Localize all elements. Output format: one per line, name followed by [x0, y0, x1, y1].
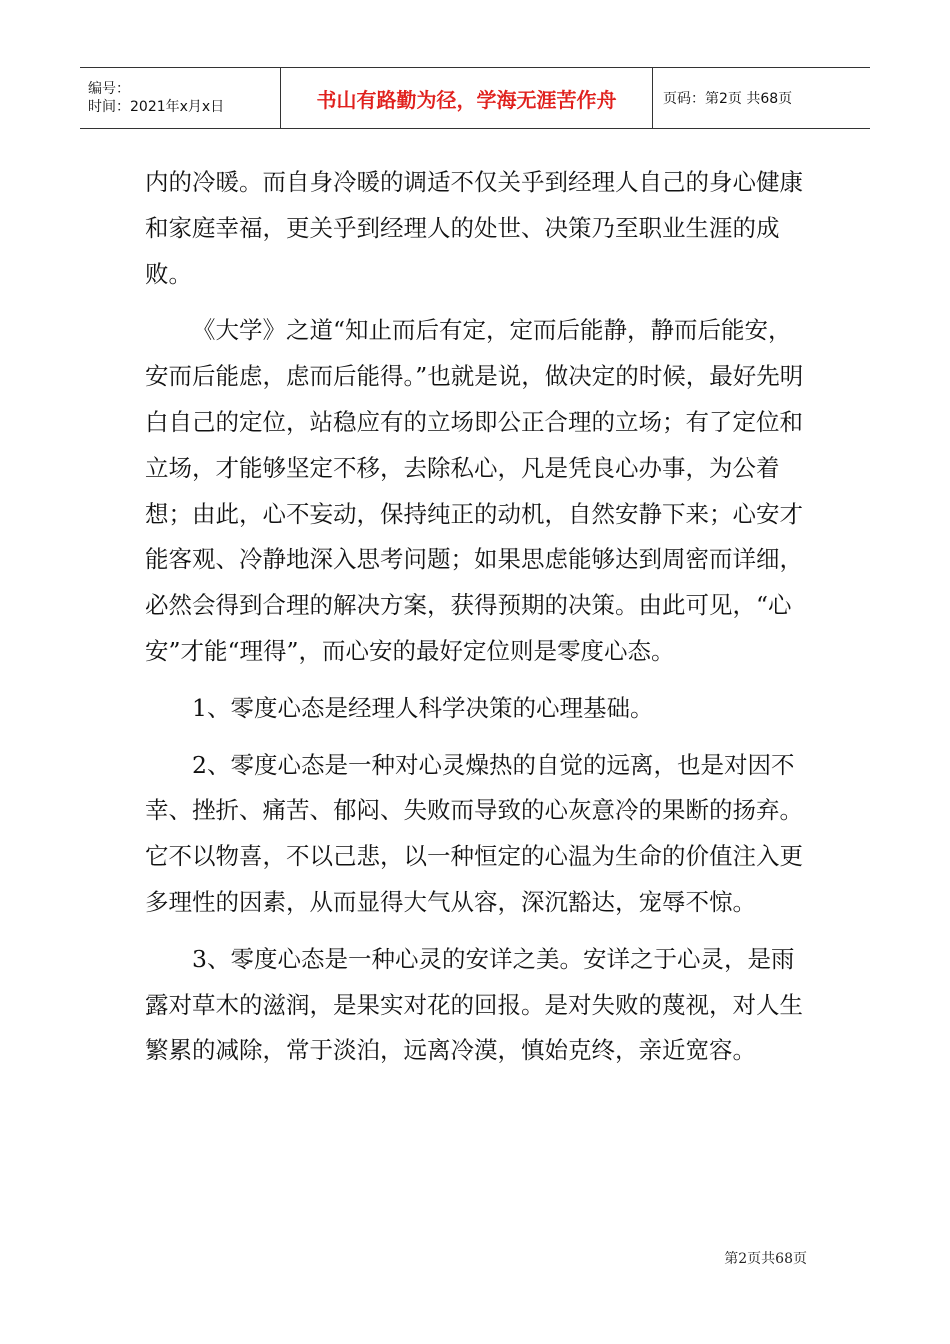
paragraph: 1、零度心态是经理人科学决策的心理基础。 — [192, 693, 654, 722]
header-motto: 书山有路勤为径，学海无涯苦作舟 — [281, 68, 653, 128]
page-header — [80, 67, 870, 129]
header-meta — [80, 68, 281, 128]
paragraph: 3、零度心态是一种心灵的安详之美。安详之于心灵，是雨露对草木的滋润，是果实对花的回报。是对失败的蔑视，对人生繁累的减除，常于淡泊，远离冷漠，慎始克终，亲近宽容。 — [145, 944, 803, 1065]
document-body — [145, 160, 810, 1074]
doc-time-label: 时间：2021年x月x日 — [88, 99, 225, 115]
page-footer: 第2页共68页 — [724, 1251, 807, 1267]
paragraph: 《大学》之道“知止而后有定，定而后能静，静而后能安，安而后能虑，虑而后能得。”也就是说，做决定的时候，最好先明白自己的定位，站稳应有的立场即公正合理的立场；有了定位和立场，才能够坚定不移，去除私心，凡是凭良心办事，为公着想；由此，心不妄动，保持纯正的动机，自然安静下来；心安才能客观、冷静地深入思考问题；如果思虑能够达到周密而详细，必然会得到合理的解决方案，获得预期的决策。由此可见，“心安”才能“理得”，而心安的最好定位则是零度心态。 — [145, 316, 804, 665]
doc-number-label: 编号： — [88, 81, 130, 97]
paragraph: 内的冷暖。而自身冷暖的调适不仅关乎到经理人自己的身心健康和家庭幸福，更关乎到经理人的处世、决策乃至职业生涯的成败。 — [145, 168, 803, 288]
paragraph: 2、零度心态是一种对心灵燥热的自觉的远离，也是对因不幸、挫折、痛苦、郁闷、失败而导致的心灰意冷的果断的扬弃。它不以物喜，不以己悲，以一种恒定的心温为生命的价值注入更多理性的因素，从而显得大气从容，深沉豁达，宠辱不惊。 — [145, 750, 803, 916]
header-page-info: 页码：第2页 共68页 — [663, 91, 793, 107]
